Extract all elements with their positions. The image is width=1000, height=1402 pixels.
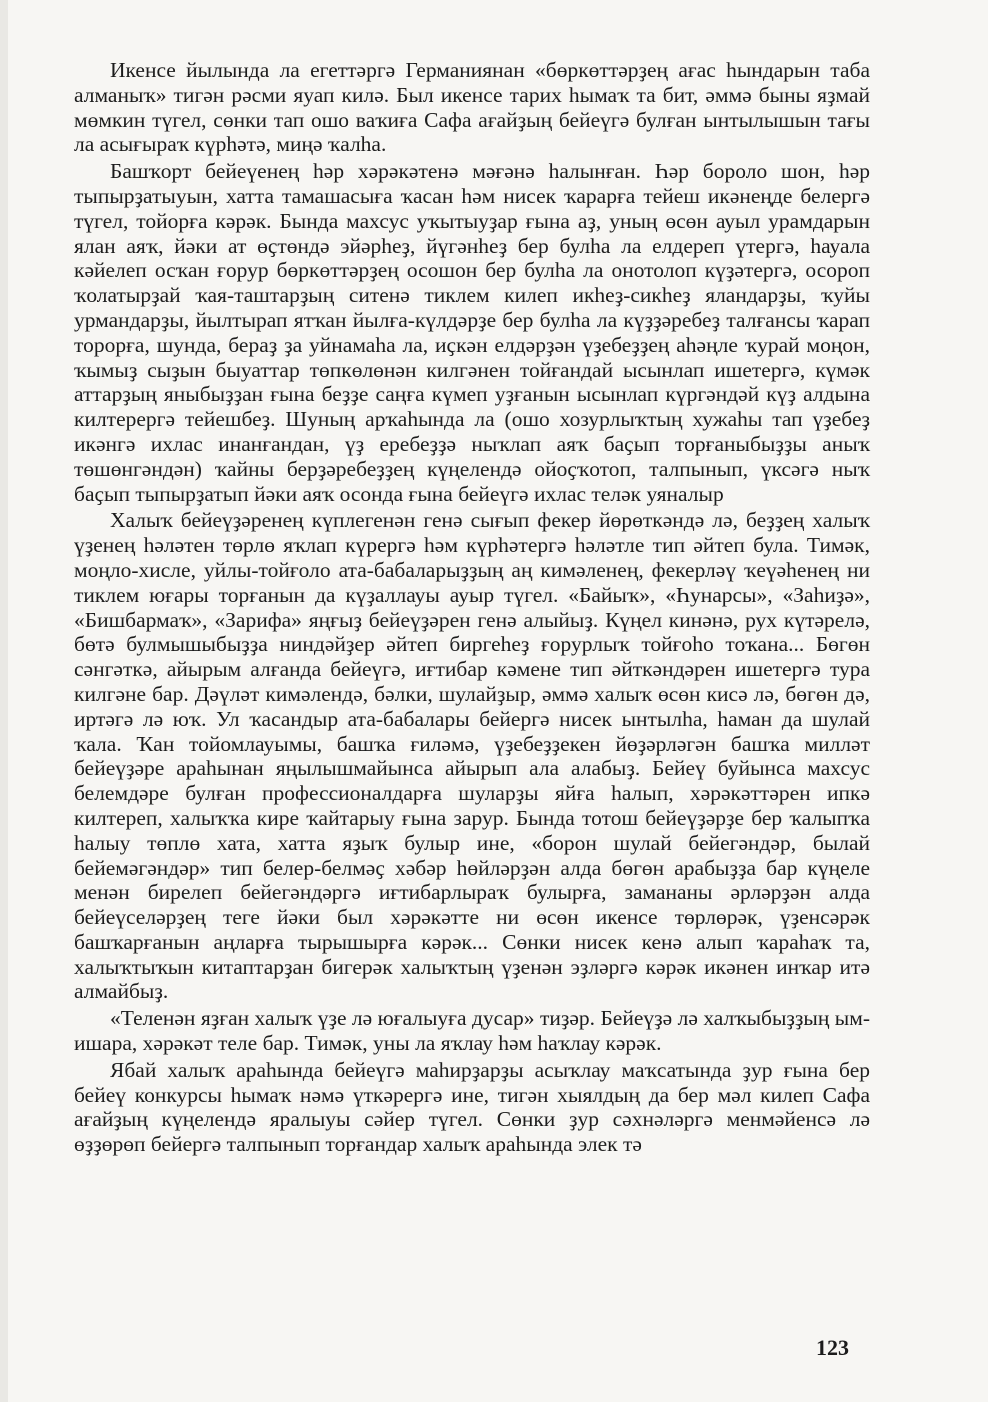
book-page [8, 0, 988, 1402]
paragraph: Халыҡ бейеүҙәренең күплегенән генә сығып фекер йөрөткәндә лә, беҙҙең халыҡ үҙенең һәләтен төрлө яҡлап күрергә һәм күрһәтергә һәләтле тип әйтеп була. Тимәк, моңло-хисле, уйлы-тойғоло ата-бабаларыҙҙың аң кимәленең, фекерләү ҡеүәһенең ни тиклем юғары торғанын да күҙаллауы ауыр түгел. «Байыҡ», «Һунарсы», «Заһиҙә», «Бишбармаҡ», «Зарифа» яңғыҙ бейеүҙәрен генә алыйыҙ. Күңел кинәнә, рух күтәрелә, бөтә булмышыбыҙҙа ниндәйҙер әйтеп биргеһеҙ ғорурлыҡ тойғоһо тоҡана... Бөгөн сәнгәткә, айырым алғанда бейеүгә, иғтибар кәмене тип әйткәндәрен ишетергә тура килгәне бар. Дәүләт кимәлендә, бәлки, шулайҙыр, әммә халыҡ өсөн кисә лә, бөгөн дә, иртәгә лә юҡ. Ул ҡасандыр ата-бабалары бейергә нисек ынтылһа, һаман да шулай ҡала. Ҡан тойомлауымы, башҡа ғиләмә, үҙебеҙҙекен йөҙәрләгән башҡа милләт бейеүҙәре араһынан яңылышмайынса айырып ала алабыҙ. Бейеү буйынса махсус белемдәре булған профессионалдарға шуларҙы яйға һалып, хәрәкәттәрен ипкә килтереп, халыҡҡа кире ҡайтарыу ғына зарур. Бында тотош бейеүҙәрҙе бер ҡалыпҡа һалыу төплө хата, хатта яҙыҡ булыр ине, «борон шулай бейегәндәр, былай бейемәгәндәр» тип белер-белмәҫ хәбәр һөйләрҙән алда бөгөн арабыҙҙа бар күңеле менән бирелеп бейегәндәргә иғтибарлыраҡ булырға, замананы әрләрҙән алда бейеүселәрҙең теге йәки был хәрәкәтте ни өсөн икенсе төрлөрәк, үҙенсәрәк башҡарғанын аңларға тырышырға кәрәк... Сөнки нисек кенә алып ҡараһаҡ та, халыҡтыҡын китаптарҙан бигерәк халыҡтың үҙенән эҙләргә кәрәк икәнен инҡар итә алмайбыҙ. [74, 508, 870, 1004]
page-body-text [74, 58, 870, 1157]
page-number: 123 [816, 1335, 849, 1360]
paragraph: Башҡорт бейеүенең һәр хәрәкәтенә мәғәнә һалынған. Һәр бороло шон, һәр тыпырҙатыуын, хатта тамашасыға ҡасан һәм нисек ҡарарға тейеш икәнеңде белергә түгел, тойорға кәрәк. Бында махсус уҡытыуҙар ғына аҙ, уның өсөн ауыл урамдарын ялан аяҡ, йәки ат өҫтөндә эйәрһеҙ, йүгәнһеҙ бер булһа ла елдереп үтергә, һауала кәйелеп осҡан ғорур бөркөттәрҙең осошон бер булһа ла онотолоп күҙәтергә, осороп ҡолатырҙай ҡая-таштарҙың ситенә тиклем килеп икһеҙ-сикһеҙ яландарҙы, ҡуйы урмандарҙы, йылтырап ятҡан йылға-күлдәрҙе бер булһа ла күҙҙәребеҙ талғансы ҡарап торорға, шунда, бераҙ ҙа уйнамаһа ла, иҫкән елдәрҙән үҙебеҙҙең аһәңле ҡурай моңон, ҡымыҙ сыҙын быуаттар төпкөлөнән килгәнен тойғандай ысынлап ишетергә, күмәк аттарҙың яныбыҙҙан ғына беҙҙе саңға күмеп уҙғанын ысынлап күргәндәй күҙ алдына килтерергә тейешбеҙ. Шуның арҡаһында ла (ошо хозурлыҡтың хужаһы тап үҙебеҙ икәнгә ихлас инанғандан, үҙ еребеҙҙә ныҡлап аяҡ баҫып торғаныбыҙҙы аныҡ төшөнгәндән) ҡайны берҙәребеҙҙең күңелендә ойоҫҡотоп, талпынып, үксәгә ныҡ баҫып тыпырҙатып йәки аяҡ осонда ғына бейеүгә ихлас теләк уяналыр [74, 159, 870, 506]
paragraph: «Теленән яҙған халыҡ үҙе лә юғалыуға дусар» тиҙәр. Бейеүҙә лә халҡыбыҙҙың ым-ишара, хәрәкәт теле бар. Тимәк, уны ла яҡлау һәм һаҡлау кәрәк. [74, 1006, 870, 1056]
page-edge [0, 0, 8, 1402]
paragraph: Ябай халыҡ араһында бейеүгә маһирҙарҙы асыҡлау маҡсатында ҙур ғына бер бейеү конкурсы һымаҡ нәмә үткәрергә ине, тигән хыялдың да бер мәл килеп Сафа ағайҙың күңелендә яралыуы сәйер түгел. Сөнки ҙур сәхнәләргә менмәйенсә лә өҙҙөрөп бейергә талпынып торғандар халыҡ араһында элек тә [74, 1057, 870, 1157]
paragraph: Икенсе йылында ла егеттәргә Германиянан «бөркөттәрҙең ағас һындарын таба алманыҡ» тигән рәсми яуап килә. Был икенсе тарих һымаҡ та бит, әммә быны яҙмай мөмкин түгел, сөнки тап ошо ваҡиға Сафа ағайҙың бейеүгә булған ынтылышын тағы ла асығыраҡ күрһәтә, миңә ҡалһа. [74, 58, 870, 157]
